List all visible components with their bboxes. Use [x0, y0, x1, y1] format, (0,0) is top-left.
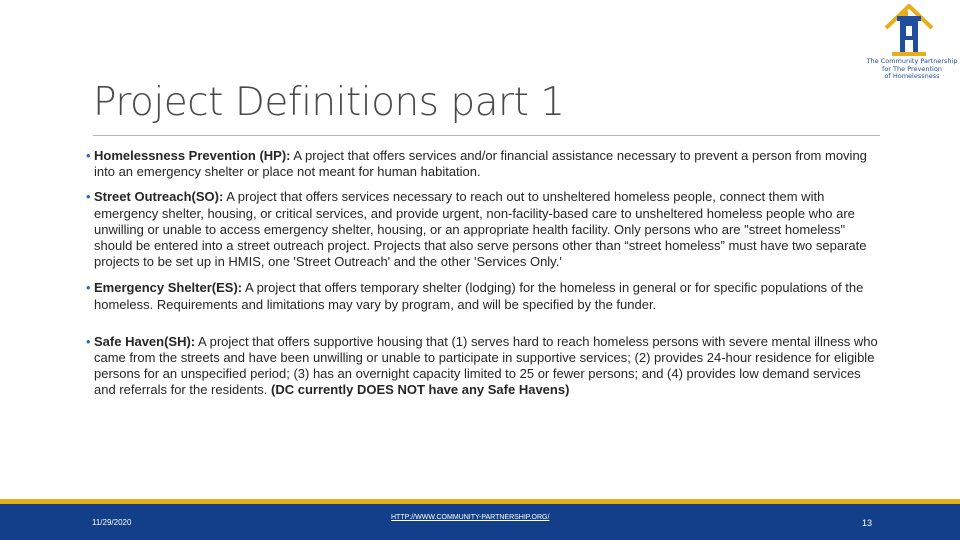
bullet-icon: • — [86, 333, 91, 349]
title-divider — [93, 135, 880, 136]
logo-caption: The Community Partnership for The Prevention of Homelessness — [866, 57, 958, 80]
bullet-icon: • — [86, 280, 91, 296]
house-tower-icon — [882, 2, 936, 58]
definition-term: Emergency Shelter(ES): — [94, 280, 243, 296]
definition-item-sh — [86, 334, 880, 399]
definition-note: (DC currently DOES NOT have any Safe Havens) — [271, 382, 570, 398]
page-title: Project Definitions part 1 — [93, 80, 565, 125]
community-partnership-logo — [864, 2, 960, 86]
definition-text: A project that offers supportive housing that (1) serves hard to reach homeless persons with severe mental illness who came from the streets and have been unwilling or unable to participate in supportive services; (2) provides 24-hour residence for eligible persons for an unspecified period; (3) has an overnight capacity limited to 25 or fewer persons; and (4) provides low demand services and referrals for the residents. — [94, 333, 878, 398]
definition-text: A project that offers temporary shelter (lodging) for the homeless in general or for specific populations of the homeless. Requirements and limitations may vary by program, and will be specified by the funder. — [94, 280, 864, 312]
footer-bar — [0, 504, 960, 540]
definition-term: Safe Haven(SH): — [94, 333, 196, 349]
definition-term: Street Outreach(SO): — [94, 189, 224, 205]
bullet-icon: • — [86, 189, 91, 205]
definition-list — [86, 148, 880, 408]
footer-date: 11/29/2020 — [92, 518, 132, 527]
page-number: 13 — [862, 518, 873, 528]
definition-item-es — [86, 280, 880, 312]
bullet-icon: • — [86, 148, 91, 163]
definition-text: A project that offers services and/or financial assistance necessary to prevent a person from moving into an emergency shelter or place not meant for human habitation. — [94, 148, 867, 180]
definition-text: A project that offers services necessary to reach out to unsheltered homeless people, connect them with emergency shelter, housing, or critical services, and provide urgent, non-facility-based care to unsheltered homeless people who are unwilling or unable to access emergency shelter, housing, or an appropriate health facility. Only persons who are "street homeless" should be entered into a street outreach project. Projects that also serve persons other than “street homeless” must have two separate projects to be set up in HMIS, one 'Street Outreach' and the other 'Services Only.' — [94, 189, 867, 270]
definition-term: Homelessness Prevention (HP): — [94, 148, 291, 163]
definition-item-hp — [86, 148, 880, 180]
definition-item-so — [86, 189, 880, 270]
footer-link[interactable]: HTTP://WWW.COMMUNITY-PARTNERSHIP.ORG/ — [391, 514, 550, 521]
